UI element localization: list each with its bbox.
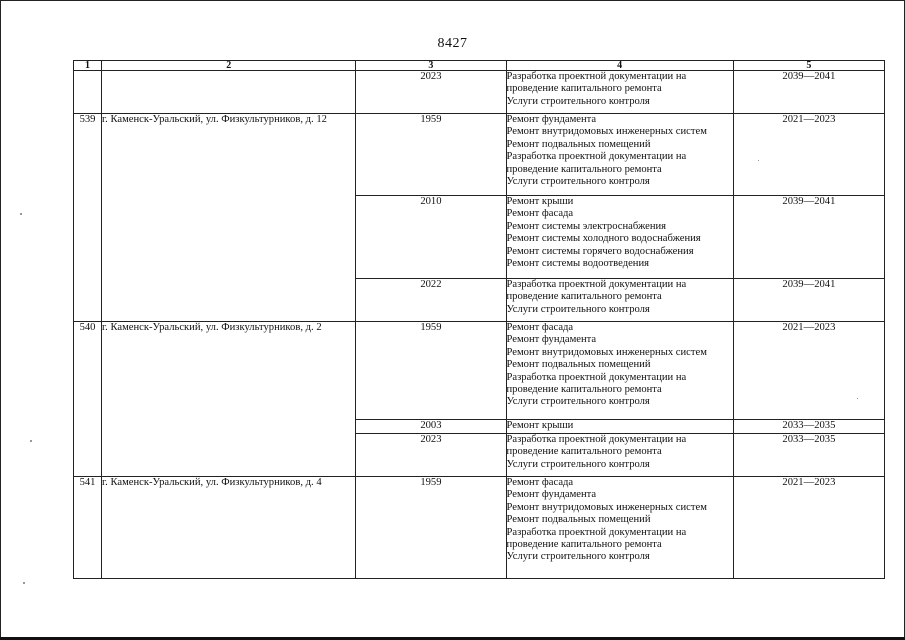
work-item: Разработка проектной документации на xyxy=(506,371,687,383)
year-cell: 2023 xyxy=(356,434,506,477)
work-item: Услуги строительного контроля xyxy=(506,95,650,107)
works-cell xyxy=(506,322,733,420)
column-header-1: 1 xyxy=(74,61,102,71)
work-item: Разработка проектной документации на xyxy=(506,71,687,82)
year-cell: 1959 xyxy=(356,322,506,420)
year-cell: 2022 xyxy=(356,279,506,322)
year-cell: 2023 xyxy=(356,71,506,114)
row-number-cell: 541 xyxy=(74,477,102,579)
works-cell xyxy=(506,279,733,322)
period-cell: 2033—2035 xyxy=(733,420,884,434)
works-cell xyxy=(506,196,733,279)
work-item: Ремонт системы водоотведения xyxy=(506,258,649,270)
work-item: Разработка проектной документации на xyxy=(506,526,687,538)
work-item: Ремонт внутридомовых инженерных систем xyxy=(506,346,707,358)
work-item: Ремонт системы холодного водоснабжения xyxy=(506,233,701,245)
work-item: Услуги строительного контроля xyxy=(506,551,650,563)
header-row xyxy=(74,61,885,71)
year-cell: 2010 xyxy=(356,196,506,279)
address-cell: г. Каменск-Уральский, ул. Физкультурников, д. 12 xyxy=(102,114,356,322)
works-cell xyxy=(506,477,733,579)
table-row xyxy=(74,114,885,196)
address-cell: г. Каменск-Уральский, ул. Физкультурников, д. 2 xyxy=(102,322,356,477)
work-item: проведение капитального ремонта xyxy=(506,83,662,95)
work-item: Ремонт подвальных помещений xyxy=(506,359,651,371)
year-cell: 1959 xyxy=(356,477,506,579)
period-cell: 2021—2023 xyxy=(733,322,884,420)
work-item: Ремонт подвальных помещений xyxy=(506,138,651,150)
work-item: Разработка проектной документации на xyxy=(506,151,687,163)
work-item: Услуги строительного контроля xyxy=(506,396,650,408)
work-item: Услуги строительного контроля xyxy=(506,458,650,470)
work-item: Ремонт фасада xyxy=(506,322,574,333)
work-item: Ремонт фундамента xyxy=(506,334,597,346)
year-cell: 2003 xyxy=(356,420,506,434)
work-item: Ремонт фундамента xyxy=(506,489,597,501)
work-item: Разработка проектной документации на xyxy=(506,434,687,445)
work-item: проведение капитального ремонта xyxy=(506,446,662,458)
work-item: Ремонт внутридомовых инженерных систем xyxy=(506,501,707,513)
work-item: Ремонт фасада xyxy=(506,477,574,488)
period-cell: 2039—2041 xyxy=(733,279,884,322)
work-item: Ремонт крыши xyxy=(506,420,574,431)
column-header-4: 4 xyxy=(506,61,733,71)
column-header-2: 2 xyxy=(102,61,356,71)
work-item: проведение капитального ремонта xyxy=(506,384,662,396)
works-cell xyxy=(506,114,733,196)
year-cell: 1959 xyxy=(356,114,506,196)
work-item: Ремонт системы электроснабжения xyxy=(506,220,667,232)
row-number-cell: 539 xyxy=(74,114,102,322)
row-number-cell: 540 xyxy=(74,322,102,477)
column-header-5: 5 xyxy=(733,61,884,71)
work-item: Ремонт крыши xyxy=(506,196,574,207)
period-cell: 2039—2041 xyxy=(733,196,884,279)
repair-schedule-table xyxy=(73,60,885,579)
work-item: Ремонт фасада xyxy=(506,208,574,220)
page-number: 8427 xyxy=(437,36,468,51)
work-item: проведение капитального ремонта xyxy=(506,163,662,175)
table-row xyxy=(74,71,885,114)
work-item: Ремонт внутридомовых инженерных систем xyxy=(506,126,707,138)
work-item: Ремонт системы горячего водоснабжения xyxy=(506,245,694,257)
works-cell xyxy=(506,71,733,114)
table-row xyxy=(74,322,885,420)
work-item: Ремонт подвальных помещений xyxy=(506,514,651,526)
period-cell: 2039—2041 xyxy=(733,71,884,114)
work-item: Услуги строительного контроля xyxy=(506,176,650,188)
table-row xyxy=(74,477,885,579)
works-cell xyxy=(506,434,733,477)
work-item: проведение капитального ремонта xyxy=(506,291,662,303)
works-cell xyxy=(506,420,733,434)
work-item: проведение капитального ремонта xyxy=(506,539,662,551)
work-item: Ремонт фундамента xyxy=(506,114,597,125)
row-number-cell xyxy=(74,71,102,114)
period-cell: 2033—2035 xyxy=(733,434,884,477)
work-item: Услуги строительного контроля xyxy=(506,303,650,315)
column-header-3: 3 xyxy=(356,61,506,71)
period-cell: 2021—2023 xyxy=(733,114,884,196)
work-item: Разработка проектной документации на xyxy=(506,279,687,290)
period-cell: 2021—2023 xyxy=(733,477,884,579)
address-cell: г. Каменск-Уральский, ул. Физкультурников, д. 4 xyxy=(102,477,356,579)
address-cell xyxy=(102,71,356,114)
